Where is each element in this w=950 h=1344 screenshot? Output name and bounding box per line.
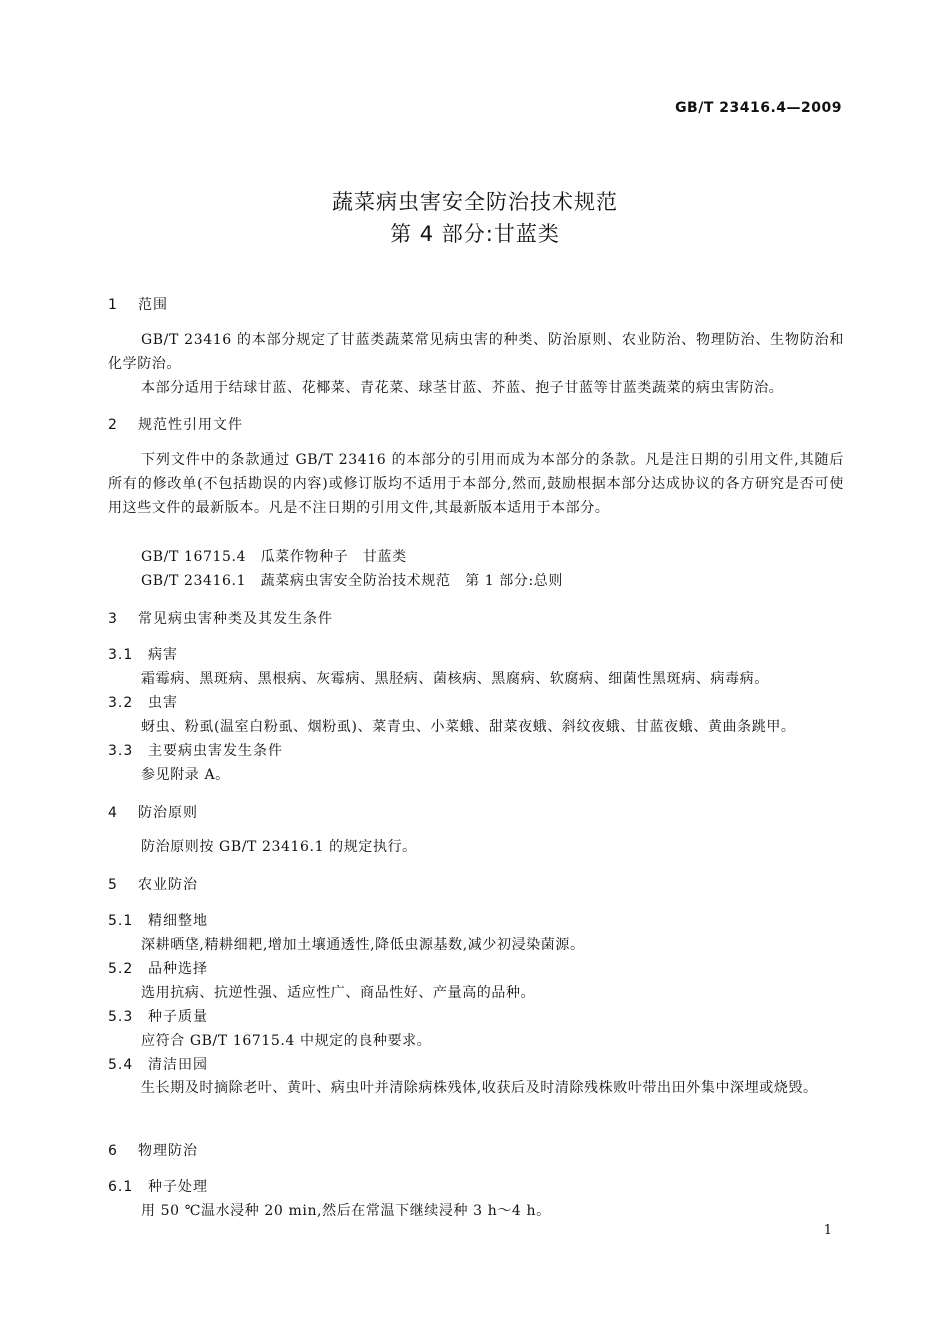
- section-title: 防治原则: [138, 805, 198, 821]
- subsection-number: 5.2: [108, 961, 134, 977]
- section-4-heading: [108, 802, 198, 822]
- subsection-3-1-text: 霜霉病、黑斑病、黑根病、灰霉病、黑胫病、菌核病、黑腐病、软腐病、细菌性黑斑病、病毒病。: [141, 671, 769, 687]
- section-number: 2: [108, 417, 118, 433]
- subsection-5-4-heading: [108, 1054, 208, 1074]
- subsection-number: 6.1: [108, 1179, 134, 1195]
- section-5-heading: [108, 874, 198, 894]
- page-number: 1: [823, 1223, 832, 1238]
- section-6-heading: [108, 1140, 198, 1160]
- document-subtitle: 第 4 部分:甘蓝类: [390, 222, 560, 246]
- section-3-heading: [108, 608, 333, 628]
- subsection-title: 种子处理: [148, 1179, 208, 1195]
- subsection-5-3-text: 应符合 GB/T 16715.4 中规定的良种要求。: [141, 1033, 432, 1049]
- section-number: 1: [108, 297, 118, 313]
- subsection-3-2-text: 蚜虫、粉虱(温室白粉虱、烟粉虱)、菜青虫、小菜蛾、甜菜夜蛾、斜纹夜蛾、甘蓝夜蛾、黄曲条跳甲。: [141, 719, 796, 735]
- subsection-6-1-text: 用 50 ℃温水浸种 20 min,然后在常温下继续浸种 3 h～4 h。: [141, 1203, 551, 1219]
- subsection-3-1-heading: [108, 644, 178, 664]
- section-number: 5: [108, 877, 118, 893]
- section-title: 农业防治: [138, 877, 198, 893]
- subsection-5-1-heading: [108, 910, 208, 930]
- subsection-5-3-heading: [108, 1006, 208, 1026]
- subsection-title: 精细整地: [148, 913, 208, 929]
- subsection-number: 5.1: [108, 913, 134, 929]
- subsection-5-2-heading: [108, 958, 208, 978]
- subsection-6-1-heading: [108, 1176, 208, 1196]
- subsection-3-2-heading: [108, 692, 178, 712]
- section-title: 常见病虫害种类及其发生条件: [138, 611, 333, 627]
- reference-2: GB/T 23416.1 蔬菜病虫害安全防治技术规范 第 1 部分:总则: [141, 573, 563, 589]
- standard-code: GB/T 23416.4—2009: [675, 100, 842, 116]
- document-title: 蔬菜病虫害安全防治技术规范: [332, 190, 618, 214]
- subsection-5-1-text: 深耕晒垡,精耕细耙,增加土壤通透性,降低虫源基数,减少初浸染菌源。: [141, 937, 585, 953]
- subsection-number: 5.4: [108, 1057, 134, 1073]
- section-1-paragraph-2: 本部分适用于结球甘蓝、花椰菜、青花菜、球茎甘蓝、芥蓝、抱子甘蓝等甘蓝类蔬菜的病虫害防治。: [141, 380, 784, 396]
- subsection-title: 种子质量: [148, 1009, 208, 1025]
- subsection-title: 病害: [148, 647, 178, 663]
- subsection-number: 3.1: [108, 647, 134, 663]
- subsection-5-4-text: 生长期及时摘除老叶、黄叶、病虫叶并清除病株残体,收获后及时清除残株败叶带出田外集中深埋或烧毁。: [141, 1080, 818, 1096]
- section-2-heading: [108, 414, 243, 434]
- section-1-paragraph-1: GB/T 23416 的本部分规定了甘蓝类蔬菜常见病虫害的种类、防治原则、农业防治、物理防治、生物防治和化学防治。: [108, 332, 844, 372]
- section-2-paragraph: 下列文件中的条款通过 GB/T 23416 的本部分的引用而成为本部分的条款。凡是注日期的引用文件,其随后所有的修改单(不包括勘误的内容)或修订版均不适用于本部分,然而,鼓励根据本部分达成协议的各方研究是否可使用这些文件的最新版本。凡是不注日期的引用文件,其最新版本适用于本部分。: [108, 452, 844, 516]
- subsection-5-2-text: 选用抗病、抗逆性强、适应性广、商品性好、产量高的品种。: [141, 985, 536, 1001]
- section-title: 物理防治: [138, 1143, 198, 1159]
- section-4-text: 防治原则按 GB/T 23416.1 的规定执行。: [141, 839, 417, 855]
- subsection-title: 主要病虫害发生条件: [148, 743, 283, 759]
- section-number: 3: [108, 611, 118, 627]
- subsection-title: 虫害: [148, 695, 178, 711]
- reference-1: GB/T 16715.4 瓜菜作物种子 甘蓝类: [141, 549, 407, 565]
- subsection-number: 5.3: [108, 1009, 134, 1025]
- subsection-title: 品种选择: [148, 961, 208, 977]
- subsection-3-3-heading: [108, 740, 283, 760]
- subsection-number: 3.2: [108, 695, 134, 711]
- subsection-number: 3.3: [108, 743, 134, 759]
- subsection-title: 清洁田园: [148, 1057, 208, 1073]
- section-1-heading: [108, 294, 168, 314]
- section-title: 规范性引用文件: [138, 417, 243, 433]
- section-number: 6: [108, 1143, 118, 1159]
- section-title: 范围: [138, 297, 168, 313]
- subsection-3-3-text: 参见附录 A。: [141, 767, 230, 783]
- section-number: 4: [108, 805, 118, 821]
